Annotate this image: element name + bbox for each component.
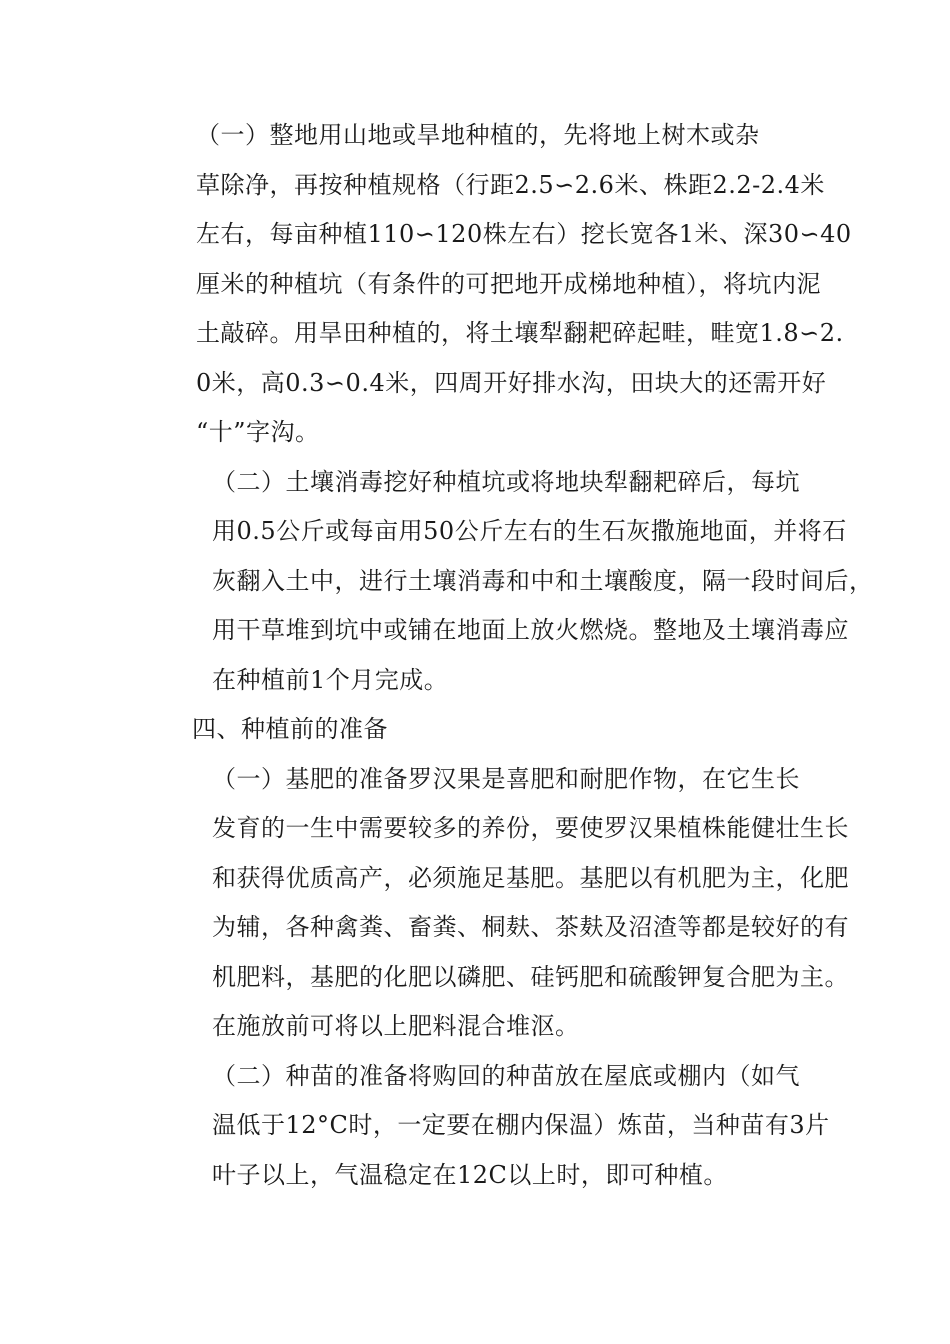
paragraph-land-preparation (140, 111, 852, 458)
text-line: 和获得优质高产，必须施足基肥。基肥以有机肥为主，化肥 (212, 863, 849, 892)
text-line: 在施放前可将以上肥料混合堆沤。 (212, 1012, 580, 1040)
text-line: “十”字沟。 (196, 418, 320, 446)
text-line: 用0.5公斤或每亩用50公斤左右的生石灰撒施地面，并将石 (212, 517, 847, 545)
text-line: 灰翻入土中，进行土壤消毒和中和土壤酸度，隔一段时间后， (212, 566, 874, 595)
text-line: 在种植前1个月完成。 (212, 665, 449, 694)
text-line: （一）整地用山地或旱地种植的，先将地上树木或杂 (196, 121, 760, 149)
text-line: 用干草堆到坑中或铺在地面上放火燃烧。整地及土壤消毒应 (212, 616, 849, 644)
heading-text: 四、种植前的准备 (192, 715, 388, 743)
text-line: 土敲碎。用旱田种植的，将土壤犁翻耙碎起畦，畦宽1.8∽2. (196, 319, 844, 347)
document-body (140, 111, 874, 1200)
text-line: （二）种苗的准备将购回的种苗放在屋底或棚内（如气 (212, 1061, 800, 1090)
text-line: 草除净，再按种植规格（行距2.5∽2.6米、株距2.2-2.4米 (196, 170, 825, 199)
text-line: 叶子以上，气温稳定在12C以上时，即可种植。 (212, 1160, 728, 1189)
text-line: （一）基肥的准备罗汉果是喜肥和耐肥作物，在它生长 (212, 764, 800, 793)
text-line: 0米，高0.3∽0.4米，四周开好排水沟，田块大的还需开好 (196, 368, 827, 397)
text-line: 温低于12°C时，一定要在棚内保温）炼苗，当种苗有3片 (212, 1111, 830, 1139)
text-line: 机肥料，基肥的化肥以磷肥、硅钙肥和硫酸钾复合肥为主。 (212, 962, 849, 991)
text-line: （二）土壤消毒挖好种植坑或将地块犁翻耙碎后，每坑 (212, 467, 800, 496)
section-heading (140, 705, 830, 755)
paragraph-seedling-preparation (140, 1052, 830, 1201)
paragraph-base-fertilizer (140, 755, 849, 1052)
text-line: 左右，每亩种植110∽120株左右）挖长宽各1米、深30∽40 (196, 220, 852, 248)
paragraph-soil-disinfection (140, 458, 874, 706)
text-line: 为辅，各种禽粪、畜粪、桐麸、茶麸及沼渣等都是较好的有 (212, 913, 849, 941)
text-line: 厘米的种植坑（有条件的可把地开成梯地种植），将坑内泥 (196, 269, 821, 298)
text-line: 发育的一生中需要较多的养份，要使罗汉果植株能健壮生长 (212, 814, 849, 842)
